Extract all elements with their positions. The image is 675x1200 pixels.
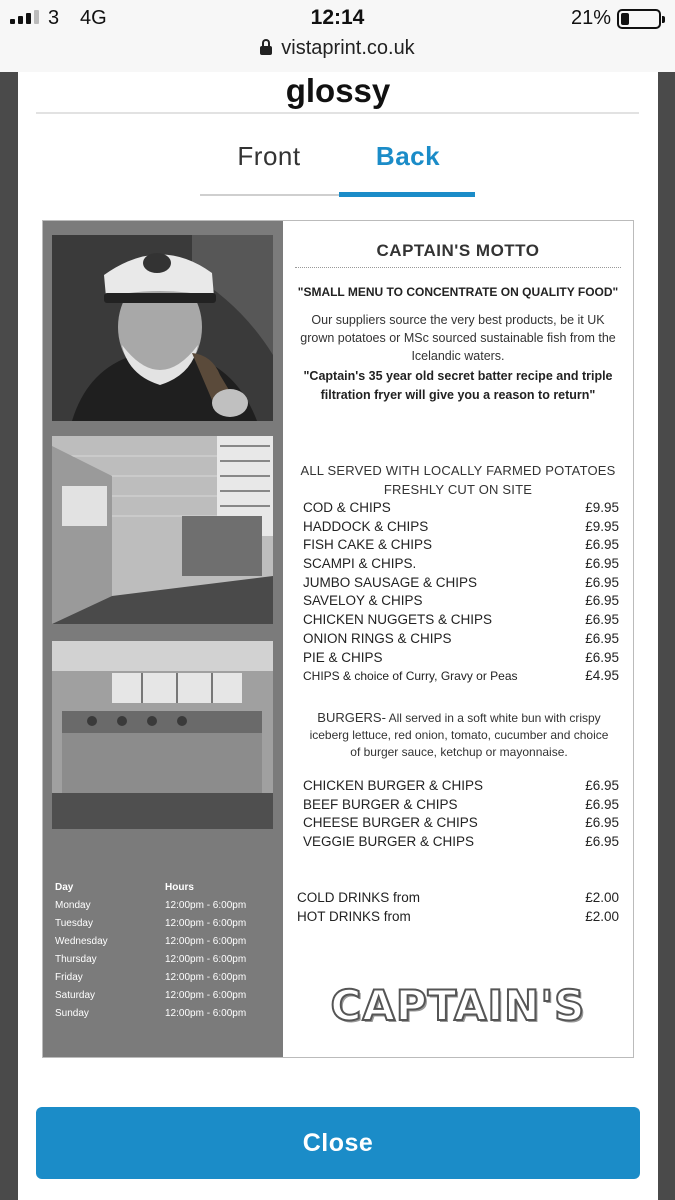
lock-icon: [260, 41, 272, 55]
day-label: Saturday: [55, 990, 96, 1001]
hours-value: 12:00pm - 6:00pm: [165, 918, 247, 929]
day-label: Monday: [55, 900, 91, 911]
menu-item: [303, 592, 619, 611]
hours-row: [55, 987, 270, 1005]
menu-item-price: £6.95: [585, 815, 619, 831]
menu-item-price: £2.00: [585, 908, 619, 924]
menu-item-price: £9.95: [585, 518, 619, 534]
clock: 12:14: [310, 6, 365, 29]
menu-item-name: JUMBO SAUSAGE & CHIPS: [303, 574, 478, 590]
side-tabs: [200, 132, 475, 198]
menu-item-name: CHEESE BURGER & CHIPS: [303, 815, 478, 831]
captain-photo: [52, 235, 273, 421]
menu-item-name: VEGGIE BURGER & CHIPS: [303, 834, 475, 850]
menu-item-price: £6.95: [585, 574, 619, 590]
hours-value: 12:00pm - 6:00pm: [165, 1008, 247, 1019]
hours-value: 12:00pm - 6:00pm: [165, 972, 247, 983]
menu-item-price: £6.95: [585, 834, 619, 850]
shop-interior-photo: [52, 436, 273, 624]
menu-item: [303, 574, 619, 593]
menu-item: [303, 649, 619, 668]
carrier-label: 3: [48, 7, 60, 29]
day-label: Tuesday: [55, 918, 93, 929]
menu-item-name: COD & CHIPS: [303, 500, 391, 515]
menu-item-name: CHIPS & choice of Curry, Gravy or Peas: [303, 669, 518, 684]
menu-item: [303, 796, 619, 815]
menu-item-price: £6.95: [585, 630, 619, 646]
hours-column-header: Hours: [165, 882, 194, 893]
menu-item-name: SAVELOY & CHIPS: [303, 593, 423, 609]
card-right-panel: [283, 221, 633, 1057]
menu-item: [297, 889, 619, 908]
menu-item-price: £6.95: [585, 556, 619, 572]
potatoes-note: [283, 461, 633, 499]
menu-item-price: £6.95: [585, 612, 619, 628]
menu-item: [303, 611, 619, 630]
menu-item-name: FISH CAKE & CHIPS: [303, 537, 433, 553]
menu-item-price: £6.95: [585, 537, 619, 553]
drinks-list: [297, 889, 619, 926]
opening-hours: [55, 879, 270, 1023]
day-label: Sunday: [55, 1008, 89, 1019]
tab-back[interactable]: Back: [375, 141, 441, 171]
hours-row: [55, 897, 270, 915]
suppliers-text: Our suppliers source the very best products, be it UK grown potatoes or MSc sourced sustainable fish from the Icelandic waters.: [300, 313, 616, 363]
day-label: Thursday: [55, 954, 97, 965]
menu-item: [303, 536, 619, 555]
hours-row: [55, 933, 270, 951]
hours-value: 12:00pm - 6:00pm: [165, 954, 247, 965]
menu-item: [303, 777, 619, 796]
close-button[interactable]: Close: [36, 1107, 640, 1179]
menu-item-price: £6.95: [585, 649, 619, 665]
menu-item-name: CHICKEN NUGGETS & CHIPS: [303, 612, 493, 628]
menu-item-name: COLD DRINKS from: [297, 890, 421, 905]
menu-item: [303, 518, 619, 537]
kitchen-photo: [52, 641, 273, 829]
hours-row: [55, 1005, 270, 1023]
battery-percent: 21%: [570, 7, 611, 29]
hours-value: 12:00pm - 6:00pm: [165, 936, 247, 947]
hours-value: 12:00pm - 6:00pm: [165, 900, 247, 911]
preview-sheet: [18, 72, 658, 1200]
menu-item: [303, 555, 619, 574]
menu-item: [297, 908, 619, 927]
address-bar[interactable]: [0, 37, 675, 60]
menu-item: [303, 814, 619, 833]
burger-list: [303, 777, 619, 852]
menu-item-name: ONION RINGS & CHIPS: [303, 630, 452, 646]
menu-item-price: £6.95: [585, 778, 619, 793]
menu-item: [303, 667, 619, 686]
card-preview: [42, 220, 634, 1058]
menu-item-price: £6.95: [585, 593, 619, 609]
day-label: Friday: [55, 972, 83, 983]
day-label: Wednesday: [55, 936, 108, 947]
battery-icon: [617, 9, 661, 29]
menu-item: [303, 630, 619, 649]
menu-item-name: CHICKEN BURGER & CHIPS: [303, 778, 484, 793]
menu-item-name: SCAMPI & CHIPS.: [303, 556, 417, 572]
tab-front[interactable]: Front: [237, 141, 301, 171]
hours-row: [55, 915, 270, 933]
network-type: 4G: [80, 7, 107, 29]
burgers-heading: BURGERS-: [317, 710, 386, 725]
menu-item-name: HOT DRINKS from: [297, 908, 411, 924]
secret-recipe-text: "Captain's 35 year old secret batter recipe and triple filtration fryer will give you a reason to return": [303, 369, 613, 402]
menu-item-price: £6.95: [585, 796, 619, 812]
potatoes-line: ALL SERVED WITH LOCALLY FARMED POTATOES: [300, 463, 616, 478]
motto-quote: "SMALL MENU TO CONCENTRATE ON QUALITY FOOD": [297, 285, 619, 299]
menu-item-name: HADDOCK & CHIPS: [303, 518, 429, 534]
motto-title: CAPTAIN'S MOTTO: [376, 241, 540, 260]
menu-list: [303, 499, 619, 686]
menu-item-name: PIE & CHIPS: [303, 649, 383, 665]
status-bar: [0, 0, 675, 72]
burgers-description: All served in a soft white bun with crispy iceberg lettuce, red onion, tomato, cucumber and choice of burger sauce, ketchup or mayonnaise.: [309, 711, 609, 759]
hours-header: [55, 879, 270, 897]
menu-item-price: £2.00: [585, 890, 619, 905]
menu-item: [303, 833, 619, 852]
hours-value: 12:00pm - 6:00pm: [165, 990, 247, 1001]
day-header: Day: [55, 882, 74, 893]
menu-item-name: BEEF BURGER & CHIPS: [303, 796, 458, 812]
card-left-panel: [43, 221, 283, 1057]
menu-item: [303, 499, 619, 518]
tab-active-indicator: [339, 192, 475, 197]
hours-row: [55, 951, 270, 969]
menu-item-price: £9.95: [585, 500, 619, 515]
divider: [36, 112, 639, 114]
url-text: vistaprint.co.uk: [281, 37, 415, 59]
potatoes-line: FRESHLY CUT ON SITE: [383, 482, 533, 497]
menu-item-price: £4.95: [585, 668, 619, 684]
burgers-note: [303, 709, 615, 761]
divider: [295, 267, 621, 268]
captains-logo: CAPTAIN'S: [330, 981, 586, 1030]
finish-title: glossy: [285, 72, 391, 109]
hours-row: [55, 969, 270, 987]
